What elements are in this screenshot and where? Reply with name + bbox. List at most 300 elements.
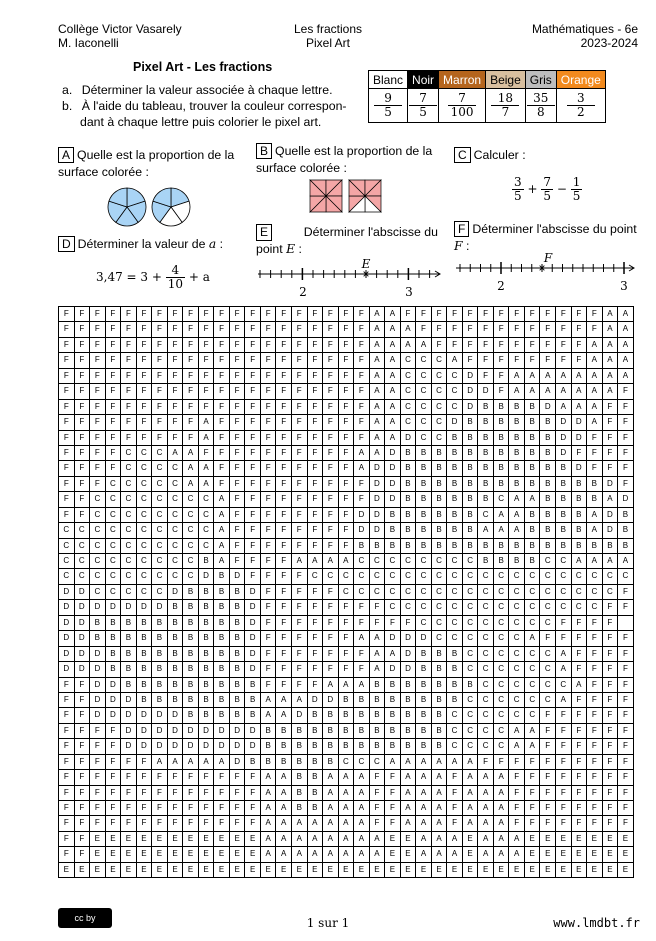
pixel-cell: F: [292, 585, 308, 600]
pixel-cell: C: [59, 539, 75, 554]
pixel-cell: F: [308, 600, 324, 615]
pixel-cell: A: [432, 801, 448, 816]
pixel-cell: B: [245, 708, 261, 723]
color-fraction-gris: $\frac{35}{8}$: [525, 89, 556, 123]
pixel-cell: F: [603, 801, 619, 816]
pixel-cell: F: [276, 446, 292, 461]
instruction-b-line1: À l'aide du tableau, trouver la couleur correspon-: [81, 99, 347, 113]
pixel-cell: F: [121, 353, 137, 368]
pixel-cell: D: [183, 724, 199, 739]
pixel-cell: B: [199, 554, 215, 569]
pixel-cell: F: [603, 724, 619, 739]
pixel-cell: F: [276, 523, 292, 538]
pixel-cell: F: [276, 477, 292, 492]
pixel-cell: A: [323, 770, 339, 785]
pixel-cell: F: [354, 492, 370, 507]
pixel-cell: F: [199, 816, 215, 831]
pixel-grid: [58, 306, 634, 878]
pixel-cell: D: [245, 585, 261, 600]
pixel-cell: F: [556, 770, 572, 785]
pixel-cell: A: [556, 693, 572, 708]
pixel-cell: C: [463, 647, 479, 662]
pixel-cell: C: [354, 585, 370, 600]
pixel-cell: F: [59, 816, 75, 831]
pixel-cell: B: [214, 693, 230, 708]
pixel-cell: B: [478, 477, 494, 492]
pixel-cell: F: [121, 431, 137, 446]
pixel-cell: F: [261, 446, 277, 461]
pixel-cell: F: [183, 770, 199, 785]
pixel-cell: F: [199, 338, 215, 353]
pixel-cell: A: [494, 786, 510, 801]
pixel-cell: F: [261, 631, 277, 646]
pixel-cell: F: [603, 755, 619, 770]
pixel-cell: B: [463, 508, 479, 523]
pixel-cell: C: [587, 600, 603, 615]
pixel-cell: F: [509, 322, 525, 337]
pixel-cell: F: [214, 786, 230, 801]
pixel-cell: C: [525, 647, 541, 662]
pixel-cell: F: [121, 400, 137, 415]
pixel-cell: F: [339, 415, 355, 430]
pixel-cell: B: [416, 647, 432, 662]
pixel-cell: F: [587, 631, 603, 646]
pixel-cell: E: [556, 863, 572, 878]
pixel-cell: C: [137, 477, 153, 492]
pixel-cell: F: [354, 477, 370, 492]
pixel-cell: F: [183, 801, 199, 816]
pixel-cell: A: [323, 832, 339, 847]
pixel-cell: A: [183, 461, 199, 476]
pixel-cell: B: [494, 554, 510, 569]
pixel-cell: B: [354, 739, 370, 754]
pixel-cell: A: [370, 415, 386, 430]
pixel-cell: A: [385, 338, 401, 353]
pixel-cell: A: [618, 369, 634, 384]
pixel-cell: F: [75, 369, 91, 384]
pixel-cell: C: [106, 539, 122, 554]
pixel-cell: D: [106, 600, 122, 615]
pixel-cell: F: [385, 786, 401, 801]
pixel-cell: A: [152, 755, 168, 770]
pixel-cell: F: [618, 647, 634, 662]
pixel-cell: F: [59, 508, 75, 523]
pixel-cell: D: [152, 739, 168, 754]
pixel-cell: E: [587, 832, 603, 847]
pixel-cell: B: [323, 708, 339, 723]
pixel-cell: C: [90, 569, 106, 584]
pixel-cell: A: [276, 770, 292, 785]
pixel-cell: F: [447, 338, 463, 353]
e-tick-label-2: 2: [299, 285, 307, 299]
pixel-cell: C: [106, 585, 122, 600]
pixel-cell: B: [323, 739, 339, 754]
pixel-cell: F: [525, 816, 541, 831]
pixel-cell: F: [261, 384, 277, 399]
pixel-cell: A: [276, 801, 292, 816]
pixel-cell: B: [308, 724, 324, 739]
pixel-cell: C: [137, 523, 153, 538]
pixel-cell: F: [90, 353, 106, 368]
pixel-cell: D: [370, 508, 386, 523]
pixel-cell: C: [432, 369, 448, 384]
pixel-cell: C: [540, 616, 556, 631]
pixel-cell: F: [478, 338, 494, 353]
pixel-cell: F: [323, 477, 339, 492]
pixel-cell: B: [556, 477, 572, 492]
pixel-cell: B: [199, 585, 215, 600]
pixel-cell: B: [509, 477, 525, 492]
pixel-cell: F: [478, 307, 494, 322]
pixel-cell: D: [59, 616, 75, 631]
pixel-cell: [618, 616, 634, 631]
pixel-cell: B: [478, 492, 494, 507]
pixel-cell: B: [168, 616, 184, 631]
pixel-cell: E: [183, 847, 199, 862]
pixel-cell: B: [525, 446, 541, 461]
pixel-cell: F: [292, 492, 308, 507]
pixel-cell: D: [463, 384, 479, 399]
pixel-cell: B: [463, 523, 479, 538]
pixel-cell: F: [292, 631, 308, 646]
pixel-cell: F: [587, 461, 603, 476]
pixel-cell: F: [168, 786, 184, 801]
pixel-cell: E: [463, 832, 479, 847]
pixel-cell: D: [370, 477, 386, 492]
pixel-cell: A: [339, 816, 355, 831]
pixel-cell: F: [463, 307, 479, 322]
pixel-cell: F: [261, 353, 277, 368]
pixel-cell: F: [168, 415, 184, 430]
pixel-cell: F: [432, 338, 448, 353]
pixel-cell: C: [152, 539, 168, 554]
pixel-cell: F: [276, 678, 292, 693]
pixel-cell: B: [230, 647, 246, 662]
pixel-cell: F: [308, 539, 324, 554]
pixel-cell: A: [168, 755, 184, 770]
pixel-cell: F: [152, 770, 168, 785]
pixel-cell: B: [323, 724, 339, 739]
pixel-cell: A: [261, 770, 277, 785]
pixel-cell: C: [556, 585, 572, 600]
pixel-cell: A: [587, 369, 603, 384]
pixel-cell: F: [276, 461, 292, 476]
c-frac2-num: 7: [543, 175, 551, 189]
pixel-cell: B: [540, 415, 556, 430]
pixel-cell: F: [308, 678, 324, 693]
pixel-cell: A: [494, 816, 510, 831]
pixel-cell: A: [509, 724, 525, 739]
pixel-cell: F: [572, 693, 588, 708]
pixel-cell: B: [245, 755, 261, 770]
pixel-cell: C: [90, 508, 106, 523]
pixel-cell: C: [354, 755, 370, 770]
pixel-cell: B: [90, 616, 106, 631]
pixel-cell: F: [525, 338, 541, 353]
pixel-cell: C: [618, 569, 634, 584]
pixel-cell: D: [245, 631, 261, 646]
pixel-cell: A: [339, 786, 355, 801]
pixel-cell: F: [106, 755, 122, 770]
pixel-cell: F: [540, 739, 556, 754]
pixel-cell: B: [525, 415, 541, 430]
pixel-cell: F: [292, 384, 308, 399]
pixel-cell: B: [401, 477, 417, 492]
pixel-cell: F: [370, 770, 386, 785]
pixel-cell: F: [230, 801, 246, 816]
pixel-cell: F: [261, 492, 277, 507]
pixel-cell: F: [339, 353, 355, 368]
pixel-cell: A: [214, 539, 230, 554]
pixel-cell: F: [121, 786, 137, 801]
pixel-cell: F: [121, 755, 137, 770]
pixel-cell: C: [339, 755, 355, 770]
pixel-cell: B: [152, 631, 168, 646]
pixel-cell: C: [401, 554, 417, 569]
pixel-cell: F: [323, 631, 339, 646]
pixel-cell: E: [603, 847, 619, 862]
pixel-cell: B: [463, 539, 479, 554]
question-d-letter: D: [58, 236, 75, 252]
pixel-cell: B: [385, 678, 401, 693]
pixel-cell: C: [199, 523, 215, 538]
pixel-cell: A: [494, 523, 510, 538]
pixel-cell: A: [509, 523, 525, 538]
teacher-name: M. Iaconelli: [58, 36, 119, 50]
pixel-cell: B: [556, 523, 572, 538]
pixel-cell: A: [292, 554, 308, 569]
pixel-cell: B: [354, 693, 370, 708]
pixel-cell: D: [59, 662, 75, 677]
pixel-cell: B: [509, 415, 525, 430]
pixel-cell: A: [370, 384, 386, 399]
pixel-cell: F: [572, 724, 588, 739]
pixel-cell: B: [354, 724, 370, 739]
pixel-cell: A: [385, 647, 401, 662]
pixel-cell: D: [214, 724, 230, 739]
pixel-cell: B: [540, 539, 556, 554]
pixel-cell: F: [152, 816, 168, 831]
pixel-cell: F: [276, 492, 292, 507]
pixel-cell: C: [121, 569, 137, 584]
pixel-cell: A: [603, 384, 619, 399]
pixel-cell: B: [121, 662, 137, 677]
pixel-cell: C: [385, 554, 401, 569]
pixel-cell: D: [90, 678, 106, 693]
pixel-cell: B: [509, 554, 525, 569]
pixel-cell: F: [245, 431, 261, 446]
pixel-cell: A: [618, 353, 634, 368]
pixel-cell: F: [90, 739, 106, 754]
pixel-cell: C: [401, 369, 417, 384]
pixel-cell: A: [323, 847, 339, 862]
pixel-cell: B: [121, 647, 137, 662]
pixel-cell: F: [339, 647, 355, 662]
pixel-cell: B: [572, 508, 588, 523]
pixel-cell: F: [494, 353, 510, 368]
pixel-cell: E: [463, 847, 479, 862]
pixel-cell: F: [230, 369, 246, 384]
pixel-cell: B: [447, 431, 463, 446]
pixel-cell: A: [587, 415, 603, 430]
pixel-cell: C: [370, 569, 386, 584]
question-b-line1: Quelle est la proportion de la: [275, 144, 433, 158]
pixel-cell: D: [245, 616, 261, 631]
pixel-cell: E: [121, 832, 137, 847]
pixel-cell: A: [525, 631, 541, 646]
pixel-cell: A: [556, 384, 572, 399]
pixel-cell: E: [401, 832, 417, 847]
pixel-cell: B: [416, 678, 432, 693]
pixel-cell: B: [540, 431, 556, 446]
pixel-cell: B: [401, 693, 417, 708]
pixel-cell: F: [152, 786, 168, 801]
pixel-cell: A: [525, 369, 541, 384]
pixel-cell: E: [230, 847, 246, 862]
pixel-cell: A: [540, 384, 556, 399]
pixel-cell: F: [556, 307, 572, 322]
pixel-cell: C: [106, 554, 122, 569]
pixel-cell: F: [121, 415, 137, 430]
pixel-cell: F: [478, 322, 494, 337]
pixel-cell: E: [354, 863, 370, 878]
pixel-cell: B: [385, 693, 401, 708]
pixel-cell: F: [556, 739, 572, 754]
pixel-cell: B: [385, 539, 401, 554]
pixel-cell: A: [308, 832, 324, 847]
pixel-cell: B: [432, 492, 448, 507]
pixel-cell: B: [463, 415, 479, 430]
pie-chart-right: [152, 188, 190, 226]
pixel-cell: F: [525, 770, 541, 785]
pixel-cell: A: [354, 832, 370, 847]
pixel-cell: C: [540, 662, 556, 677]
pixel-cell: C: [540, 585, 556, 600]
instruction-a: Déterminer la valeur associée à chaque lettre.: [81, 83, 333, 97]
color-fraction-beige: $\frac{18}{7}$: [486, 89, 526, 123]
pixel-cell: A: [587, 554, 603, 569]
pixel-cell: F: [106, 816, 122, 831]
pixel-cell: B: [137, 631, 153, 646]
pixel-cell: C: [478, 693, 494, 708]
pixel-cell: F: [59, 724, 75, 739]
pixel-cell: F: [90, 400, 106, 415]
pixel-cell: C: [509, 569, 525, 584]
color-name-noir: Noir: [408, 71, 439, 89]
pixel-cell: D: [245, 600, 261, 615]
pixel-cell: F: [587, 801, 603, 816]
pixel-cell: C: [152, 569, 168, 584]
pixel-cell: A: [261, 847, 277, 862]
pixel-cell: F: [59, 338, 75, 353]
pixel-cell: C: [540, 693, 556, 708]
pixel-cell: A: [494, 832, 510, 847]
pixel-cell: D: [463, 369, 479, 384]
pixel-cell: F: [354, 400, 370, 415]
pixel-cell: B: [230, 693, 246, 708]
pixel-cell: F: [245, 322, 261, 337]
pixel-cell: A: [618, 322, 634, 337]
pixel-cell: F: [618, 631, 634, 646]
pixel-cell: F: [556, 353, 572, 368]
pixel-cell: F: [587, 724, 603, 739]
pixel-cell: A: [432, 770, 448, 785]
pixel-cell: E: [556, 832, 572, 847]
pixel-cell: B: [385, 708, 401, 723]
pixel-cell: C: [603, 569, 619, 584]
pixel-cell: D: [230, 755, 246, 770]
pixel-cell: A: [509, 847, 525, 862]
pixel-cell: F: [354, 431, 370, 446]
pixel-cell: C: [385, 585, 401, 600]
pixel-cell: F: [587, 647, 603, 662]
pixel-cell: C: [90, 554, 106, 569]
pixel-cell: F: [230, 770, 246, 785]
pixel-cell: C: [416, 353, 432, 368]
pixel-cell: B: [183, 678, 199, 693]
pixel-cell: C: [494, 616, 510, 631]
pixel-cell: B: [525, 554, 541, 569]
pixel-cell: C: [121, 508, 137, 523]
pixel-cell: F: [90, 431, 106, 446]
pixel-cell: B: [401, 539, 417, 554]
pixel-cell: F: [230, 539, 246, 554]
pixel-cell: E: [525, 847, 541, 862]
color-name-beige: Beige: [486, 71, 526, 89]
pixel-cell: F: [292, 446, 308, 461]
pixel-cell: F: [618, 384, 634, 399]
pixel-cell: F: [308, 369, 324, 384]
pixel-cell: E: [245, 863, 261, 878]
pixel-cell: C: [556, 600, 572, 615]
pixel-cell: F: [199, 307, 215, 322]
pixel-cell: A: [354, 461, 370, 476]
pixel-cell: B: [152, 616, 168, 631]
pixel-cell: C: [168, 554, 184, 569]
pixel-cell: F: [261, 523, 277, 538]
question-b: [256, 143, 446, 177]
pixel-cell: F: [276, 384, 292, 399]
pixel-cell: B: [214, 616, 230, 631]
pixel-cell: B: [447, 539, 463, 554]
pixel-cell: D: [90, 662, 106, 677]
pixel-cell: F: [478, 755, 494, 770]
pixel-cell: F: [463, 353, 479, 368]
pixel-cell: F: [308, 631, 324, 646]
pixel-cell: F: [137, 415, 153, 430]
pixel-cell: F: [59, 678, 75, 693]
c-frac1-den: 5: [514, 189, 522, 203]
pixel-cell: C: [199, 492, 215, 507]
pixel-cell: A: [276, 816, 292, 831]
e-tick-label-3: 3: [405, 285, 413, 299]
pixel-cell: F: [354, 647, 370, 662]
pixel-cell: F: [75, 477, 91, 492]
pixel-cell: B: [432, 647, 448, 662]
pixel-cell: C: [525, 708, 541, 723]
pixel-cell: D: [90, 647, 106, 662]
pixel-cell: E: [385, 847, 401, 862]
pixel-cell: B: [183, 616, 199, 631]
pixel-cell: B: [121, 631, 137, 646]
pixel-cell: A: [292, 832, 308, 847]
pixel-cell: F: [525, 801, 541, 816]
pixel-cell: A: [603, 554, 619, 569]
pixel-cell: A: [339, 801, 355, 816]
pixel-cell: F: [587, 755, 603, 770]
pixel-cell: F: [308, 523, 324, 538]
pixel-cell: C: [494, 678, 510, 693]
